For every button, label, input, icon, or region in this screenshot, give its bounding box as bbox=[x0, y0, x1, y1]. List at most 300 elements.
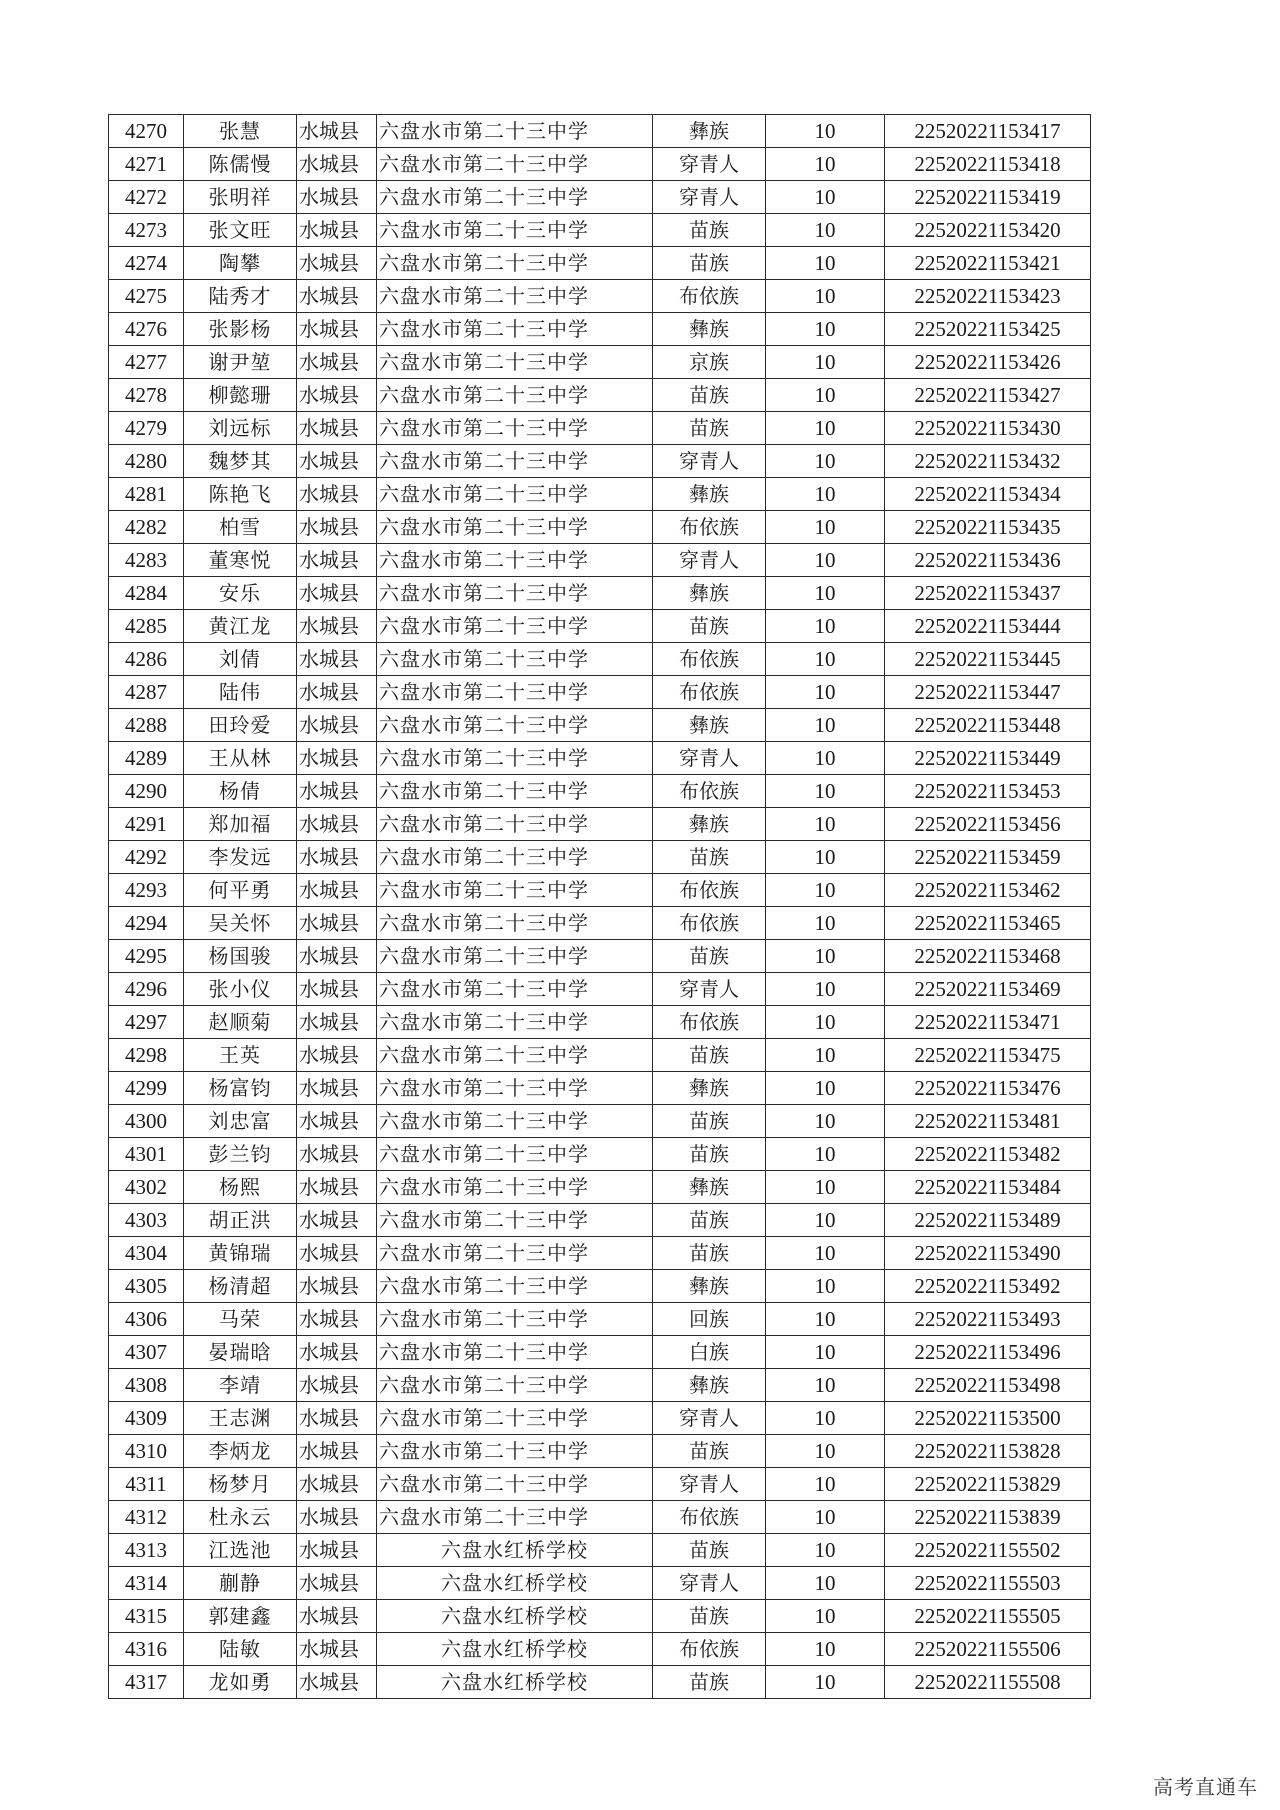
table-row bbox=[109, 1633, 1091, 1666]
student-name-cell: 张影杨 bbox=[184, 313, 297, 346]
row-number-cell: 4289 bbox=[109, 742, 184, 775]
exam-id-cell: 22520221153496 bbox=[885, 1336, 1091, 1369]
table-row bbox=[109, 1435, 1091, 1468]
student-name-cell: 魏梦其 bbox=[184, 445, 297, 478]
school-cell: 六盘水市第二十三中学 bbox=[377, 1303, 653, 1336]
county-cell: 水城县 bbox=[297, 577, 377, 610]
county-cell: 水城县 bbox=[297, 643, 377, 676]
grade-cell: 10 bbox=[766, 874, 885, 907]
county-cell: 水城县 bbox=[297, 214, 377, 247]
ethnicity-cell: 布依族 bbox=[653, 1633, 766, 1666]
school-cell: 六盘水市第二十三中学 bbox=[377, 1435, 653, 1468]
student-name-cell: 黄江龙 bbox=[184, 610, 297, 643]
table-row bbox=[109, 1600, 1091, 1633]
county-cell: 水城县 bbox=[297, 445, 377, 478]
student-name-cell: 杨倩 bbox=[184, 775, 297, 808]
grade-cell: 10 bbox=[766, 1171, 885, 1204]
grade-cell: 10 bbox=[766, 841, 885, 874]
county-cell: 水城县 bbox=[297, 973, 377, 1006]
ethnicity-cell: 苗族 bbox=[653, 1237, 766, 1270]
row-number-cell: 4279 bbox=[109, 412, 184, 445]
school-cell: 六盘水市第二十三中学 bbox=[377, 379, 653, 412]
grade-cell: 10 bbox=[766, 973, 885, 1006]
student-name-cell: 晏瑞晗 bbox=[184, 1336, 297, 1369]
exam-id-cell: 22520221153484 bbox=[885, 1171, 1091, 1204]
exam-id-cell: 22520221153468 bbox=[885, 940, 1091, 973]
row-number-cell: 4314 bbox=[109, 1567, 184, 1600]
table-row bbox=[109, 445, 1091, 478]
school-cell: 六盘水市第二十三中学 bbox=[377, 544, 653, 577]
table-row bbox=[109, 1567, 1091, 1600]
county-cell: 水城县 bbox=[297, 874, 377, 907]
exam-id-cell: 22520221155502 bbox=[885, 1534, 1091, 1567]
ethnicity-cell: 苗族 bbox=[653, 1204, 766, 1237]
table-row bbox=[109, 1369, 1091, 1402]
school-cell: 六盘水市第二十三中学 bbox=[377, 775, 653, 808]
county-cell: 水城县 bbox=[297, 841, 377, 874]
school-cell: 六盘水红桥学校 bbox=[377, 1600, 653, 1633]
table-row bbox=[109, 841, 1091, 874]
table-row bbox=[109, 1468, 1091, 1501]
grade-cell: 10 bbox=[766, 346, 885, 379]
row-number-cell: 4313 bbox=[109, 1534, 184, 1567]
school-cell: 六盘水市第二十三中学 bbox=[377, 1105, 653, 1138]
county-cell: 水城县 bbox=[297, 775, 377, 808]
ethnicity-cell: 布依族 bbox=[653, 643, 766, 676]
ethnicity-cell: 苗族 bbox=[653, 214, 766, 247]
exam-id-cell: 22520221153434 bbox=[885, 478, 1091, 511]
table-row bbox=[109, 346, 1091, 379]
grade-cell: 10 bbox=[766, 1435, 885, 1468]
student-name-cell: 胡正洪 bbox=[184, 1204, 297, 1237]
table-row bbox=[109, 247, 1091, 280]
county-cell: 水城县 bbox=[297, 346, 377, 379]
exam-id-cell: 22520221153419 bbox=[885, 181, 1091, 214]
school-cell: 六盘水市第二十三中学 bbox=[377, 1336, 653, 1369]
table-row bbox=[109, 1237, 1091, 1270]
county-cell: 水城县 bbox=[297, 1501, 377, 1534]
exam-id-cell: 22520221155503 bbox=[885, 1567, 1091, 1600]
school-cell: 六盘水市第二十三中学 bbox=[377, 1402, 653, 1435]
county-cell: 水城县 bbox=[297, 1666, 377, 1699]
ethnicity-cell: 苗族 bbox=[653, 841, 766, 874]
student-name-cell: 彭兰钧 bbox=[184, 1138, 297, 1171]
student-name-cell: 柳懿珊 bbox=[184, 379, 297, 412]
ethnicity-cell: 苗族 bbox=[653, 1666, 766, 1699]
student-name-cell: 马荣 bbox=[184, 1303, 297, 1336]
school-cell: 六盘水市第二十三中学 bbox=[377, 412, 653, 445]
student-name-cell: 杨国骏 bbox=[184, 940, 297, 973]
county-cell: 水城县 bbox=[297, 181, 377, 214]
exam-id-cell: 22520221153471 bbox=[885, 1006, 1091, 1039]
student-name-cell: 王英 bbox=[184, 1039, 297, 1072]
grade-cell: 10 bbox=[766, 808, 885, 841]
ethnicity-cell: 穿青人 bbox=[653, 1567, 766, 1600]
grade-cell: 10 bbox=[766, 676, 885, 709]
student-name-cell: 张明祥 bbox=[184, 181, 297, 214]
student-name-cell: 江选池 bbox=[184, 1534, 297, 1567]
exam-id-cell: 22520221153456 bbox=[885, 808, 1091, 841]
grade-cell: 10 bbox=[766, 1237, 885, 1270]
table-row bbox=[109, 181, 1091, 214]
exam-id-cell: 22520221153475 bbox=[885, 1039, 1091, 1072]
ethnicity-cell: 彝族 bbox=[653, 1369, 766, 1402]
county-cell: 水城县 bbox=[297, 544, 377, 577]
grade-cell: 10 bbox=[766, 1402, 885, 1435]
grade-cell: 10 bbox=[766, 1567, 885, 1600]
row-number-cell: 4277 bbox=[109, 346, 184, 379]
county-cell: 水城县 bbox=[297, 1336, 377, 1369]
table-row bbox=[109, 511, 1091, 544]
exam-id-cell: 22520221153425 bbox=[885, 313, 1091, 346]
student-name-cell: 何平勇 bbox=[184, 874, 297, 907]
exam-id-cell: 22520221153448 bbox=[885, 709, 1091, 742]
exam-id-cell: 22520221153432 bbox=[885, 445, 1091, 478]
row-number-cell: 4281 bbox=[109, 478, 184, 511]
school-cell: 六盘水市第二十三中学 bbox=[377, 115, 653, 148]
ethnicity-cell: 穿青人 bbox=[653, 1468, 766, 1501]
ethnicity-cell: 穿青人 bbox=[653, 544, 766, 577]
ethnicity-cell: 苗族 bbox=[653, 379, 766, 412]
row-number-cell: 4288 bbox=[109, 709, 184, 742]
exam-id-cell: 22520221153500 bbox=[885, 1402, 1091, 1435]
grade-cell: 10 bbox=[766, 775, 885, 808]
table-row bbox=[109, 1072, 1091, 1105]
county-cell: 水城县 bbox=[297, 709, 377, 742]
row-number-cell: 4317 bbox=[109, 1666, 184, 1699]
table-row bbox=[109, 412, 1091, 445]
ethnicity-cell: 苗族 bbox=[653, 940, 766, 973]
grade-cell: 10 bbox=[766, 1534, 885, 1567]
county-cell: 水城县 bbox=[297, 1600, 377, 1633]
table-row bbox=[109, 313, 1091, 346]
grade-cell: 10 bbox=[766, 280, 885, 313]
row-number-cell: 4297 bbox=[109, 1006, 184, 1039]
student-name-cell: 张文旺 bbox=[184, 214, 297, 247]
school-cell: 六盘水市第二十三中学 bbox=[377, 247, 653, 280]
county-cell: 水城县 bbox=[297, 1534, 377, 1567]
row-number-cell: 4290 bbox=[109, 775, 184, 808]
grade-cell: 10 bbox=[766, 643, 885, 676]
exam-id-cell: 22520221153426 bbox=[885, 346, 1091, 379]
table-row bbox=[109, 1270, 1091, 1303]
grade-cell: 10 bbox=[766, 214, 885, 247]
ethnicity-cell: 穿青人 bbox=[653, 445, 766, 478]
student-name-cell: 陈儒慢 bbox=[184, 148, 297, 181]
ethnicity-cell: 布依族 bbox=[653, 676, 766, 709]
school-cell: 六盘水市第二十三中学 bbox=[377, 874, 653, 907]
county-cell: 水城县 bbox=[297, 610, 377, 643]
table-row bbox=[109, 1006, 1091, 1039]
ethnicity-cell: 苗族 bbox=[653, 1534, 766, 1567]
school-cell: 六盘水市第二十三中学 bbox=[377, 577, 653, 610]
row-number-cell: 4275 bbox=[109, 280, 184, 313]
grade-cell: 10 bbox=[766, 1369, 885, 1402]
exam-id-cell: 22520221153462 bbox=[885, 874, 1091, 907]
county-cell: 水城县 bbox=[297, 115, 377, 148]
school-cell: 六盘水市第二十三中学 bbox=[377, 181, 653, 214]
school-cell: 六盘水市第二十三中学 bbox=[377, 1270, 653, 1303]
school-cell: 六盘水市第二十三中学 bbox=[377, 808, 653, 841]
county-cell: 水城县 bbox=[297, 1468, 377, 1501]
student-name-cell: 陆敏 bbox=[184, 1633, 297, 1666]
ethnicity-cell: 布依族 bbox=[653, 874, 766, 907]
county-cell: 水城县 bbox=[297, 1633, 377, 1666]
table-row bbox=[109, 1171, 1091, 1204]
county-cell: 水城县 bbox=[297, 1435, 377, 1468]
student-name-cell: 李靖 bbox=[184, 1369, 297, 1402]
watermark-text: 高考直通车 bbox=[1153, 1775, 1258, 1799]
row-number-cell: 4303 bbox=[109, 1204, 184, 1237]
county-cell: 水城县 bbox=[297, 1303, 377, 1336]
row-number-cell: 4306 bbox=[109, 1303, 184, 1336]
grade-cell: 10 bbox=[766, 1072, 885, 1105]
school-cell: 六盘水市第二十三中学 bbox=[377, 346, 653, 379]
row-number-cell: 4272 bbox=[109, 181, 184, 214]
table-row bbox=[109, 1402, 1091, 1435]
student-name-cell: 赵顺菊 bbox=[184, 1006, 297, 1039]
school-cell: 六盘水市第二十三中学 bbox=[377, 1072, 653, 1105]
school-cell: 六盘水市第二十三中学 bbox=[377, 709, 653, 742]
table-row bbox=[109, 610, 1091, 643]
county-cell: 水城县 bbox=[297, 247, 377, 280]
student-name-cell: 郭建鑫 bbox=[184, 1600, 297, 1633]
exam-id-cell: 22520221153418 bbox=[885, 148, 1091, 181]
exam-id-cell: 22520221153482 bbox=[885, 1138, 1091, 1171]
student-name-cell: 黄锦瑞 bbox=[184, 1237, 297, 1270]
table-row bbox=[109, 1336, 1091, 1369]
grade-cell: 10 bbox=[766, 445, 885, 478]
table-row bbox=[109, 709, 1091, 742]
ethnicity-cell: 穿青人 bbox=[653, 973, 766, 1006]
table-row bbox=[109, 1138, 1091, 1171]
county-cell: 水城县 bbox=[297, 1270, 377, 1303]
exam-id-cell: 22520221153421 bbox=[885, 247, 1091, 280]
student-name-cell: 吴关怀 bbox=[184, 907, 297, 940]
row-number-cell: 4310 bbox=[109, 1435, 184, 1468]
ethnicity-cell: 彝族 bbox=[653, 808, 766, 841]
exam-id-cell: 22520221153829 bbox=[885, 1468, 1091, 1501]
exam-id-cell: 22520221153436 bbox=[885, 544, 1091, 577]
ethnicity-cell: 苗族 bbox=[653, 1600, 766, 1633]
student-name-cell: 张慧 bbox=[184, 115, 297, 148]
grade-cell: 10 bbox=[766, 511, 885, 544]
table-row bbox=[109, 775, 1091, 808]
student-name-cell: 杨熙 bbox=[184, 1171, 297, 1204]
grade-cell: 10 bbox=[766, 313, 885, 346]
exam-id-cell: 22520221153437 bbox=[885, 577, 1091, 610]
student-name-cell: 郑加福 bbox=[184, 808, 297, 841]
table-row bbox=[109, 1666, 1091, 1699]
row-number-cell: 4278 bbox=[109, 379, 184, 412]
county-cell: 水城县 bbox=[297, 907, 377, 940]
table-row bbox=[109, 907, 1091, 940]
student-name-cell: 王志渊 bbox=[184, 1402, 297, 1435]
county-cell: 水城县 bbox=[297, 1006, 377, 1039]
table-row bbox=[109, 379, 1091, 412]
exam-id-cell: 22520221153423 bbox=[885, 280, 1091, 313]
table-row bbox=[109, 577, 1091, 610]
row-number-cell: 4286 bbox=[109, 643, 184, 676]
ethnicity-cell: 布依族 bbox=[653, 1006, 766, 1039]
exam-id-cell: 22520221153420 bbox=[885, 214, 1091, 247]
student-name-cell: 陆秀才 bbox=[184, 280, 297, 313]
ethnicity-cell: 布依族 bbox=[653, 907, 766, 940]
grade-cell: 10 bbox=[766, 742, 885, 775]
ethnicity-cell: 彝族 bbox=[653, 115, 766, 148]
student-name-cell: 李发远 bbox=[184, 841, 297, 874]
exam-id-cell: 22520221153489 bbox=[885, 1204, 1091, 1237]
student-name-cell: 陈艳飞 bbox=[184, 478, 297, 511]
exam-id-cell: 22520221153828 bbox=[885, 1435, 1091, 1468]
exam-id-cell: 22520221153459 bbox=[885, 841, 1091, 874]
row-number-cell: 4274 bbox=[109, 247, 184, 280]
student-name-cell: 刘远标 bbox=[184, 412, 297, 445]
row-number-cell: 4309 bbox=[109, 1402, 184, 1435]
school-cell: 六盘水市第二十三中学 bbox=[377, 511, 653, 544]
ethnicity-cell: 回族 bbox=[653, 1303, 766, 1336]
row-number-cell: 4282 bbox=[109, 511, 184, 544]
row-number-cell: 4307 bbox=[109, 1336, 184, 1369]
student-name-cell: 蒯静 bbox=[184, 1567, 297, 1600]
row-number-cell: 4298 bbox=[109, 1039, 184, 1072]
grade-cell: 10 bbox=[766, 1105, 885, 1138]
ethnicity-cell: 穿青人 bbox=[653, 148, 766, 181]
student-name-cell: 谢尹堃 bbox=[184, 346, 297, 379]
grade-cell: 10 bbox=[766, 1600, 885, 1633]
grade-cell: 10 bbox=[766, 379, 885, 412]
row-number-cell: 4315 bbox=[109, 1600, 184, 1633]
school-cell: 六盘水红桥学校 bbox=[377, 1567, 653, 1600]
student-name-cell: 杨富钧 bbox=[184, 1072, 297, 1105]
row-number-cell: 4280 bbox=[109, 445, 184, 478]
row-number-cell: 4284 bbox=[109, 577, 184, 610]
row-number-cell: 4287 bbox=[109, 676, 184, 709]
row-number-cell: 4291 bbox=[109, 808, 184, 841]
grade-cell: 10 bbox=[766, 247, 885, 280]
table-row bbox=[109, 1303, 1091, 1336]
ethnicity-cell: 彝族 bbox=[653, 478, 766, 511]
county-cell: 水城县 bbox=[297, 1567, 377, 1600]
student-name-cell: 杨梦月 bbox=[184, 1468, 297, 1501]
table-row bbox=[109, 1105, 1091, 1138]
ethnicity-cell: 苗族 bbox=[653, 1138, 766, 1171]
student-name-cell: 董寒悦 bbox=[184, 544, 297, 577]
student-name-cell: 田玲爱 bbox=[184, 709, 297, 742]
ethnicity-cell: 彝族 bbox=[653, 1171, 766, 1204]
ethnicity-cell: 穿青人 bbox=[653, 1402, 766, 1435]
school-cell: 六盘水市第二十三中学 bbox=[377, 1501, 653, 1534]
school-cell: 六盘水红桥学校 bbox=[377, 1534, 653, 1567]
student-name-cell: 龙如勇 bbox=[184, 1666, 297, 1699]
table-row bbox=[109, 940, 1091, 973]
county-cell: 水城县 bbox=[297, 412, 377, 445]
school-cell: 六盘水市第二十三中学 bbox=[377, 280, 653, 313]
table-row bbox=[109, 478, 1091, 511]
school-cell: 六盘水市第二十三中学 bbox=[377, 1138, 653, 1171]
county-cell: 水城县 bbox=[297, 1072, 377, 1105]
grade-cell: 10 bbox=[766, 181, 885, 214]
school-cell: 六盘水市第二十三中学 bbox=[377, 1204, 653, 1237]
grade-cell: 10 bbox=[766, 709, 885, 742]
county-cell: 水城县 bbox=[297, 1105, 377, 1138]
ethnicity-cell: 苗族 bbox=[653, 1105, 766, 1138]
exam-id-cell: 22520221153465 bbox=[885, 907, 1091, 940]
ethnicity-cell: 苗族 bbox=[653, 247, 766, 280]
table-row bbox=[109, 643, 1091, 676]
school-cell: 六盘水市第二十三中学 bbox=[377, 841, 653, 874]
school-cell: 六盘水市第二十三中学 bbox=[377, 643, 653, 676]
exam-id-cell: 22520221153476 bbox=[885, 1072, 1091, 1105]
student-name-cell: 李炳龙 bbox=[184, 1435, 297, 1468]
table-row bbox=[109, 214, 1091, 247]
ethnicity-cell: 穿青人 bbox=[653, 742, 766, 775]
ethnicity-cell: 彝族 bbox=[653, 1072, 766, 1105]
exam-id-cell: 22520221153444 bbox=[885, 610, 1091, 643]
ethnicity-cell: 苗族 bbox=[653, 1039, 766, 1072]
county-cell: 水城县 bbox=[297, 478, 377, 511]
county-cell: 水城县 bbox=[297, 1204, 377, 1237]
table-row bbox=[109, 544, 1091, 577]
school-cell: 六盘水红桥学校 bbox=[377, 1666, 653, 1699]
row-number-cell: 4305 bbox=[109, 1270, 184, 1303]
county-cell: 水城县 bbox=[297, 1237, 377, 1270]
table-row bbox=[109, 1204, 1091, 1237]
ethnicity-cell: 京族 bbox=[653, 346, 766, 379]
table-row bbox=[109, 973, 1091, 1006]
grade-cell: 10 bbox=[766, 412, 885, 445]
county-cell: 水城县 bbox=[297, 742, 377, 775]
row-number-cell: 4304 bbox=[109, 1237, 184, 1270]
row-number-cell: 4299 bbox=[109, 1072, 184, 1105]
row-number-cell: 4285 bbox=[109, 610, 184, 643]
row-number-cell: 4296 bbox=[109, 973, 184, 1006]
row-number-cell: 4293 bbox=[109, 874, 184, 907]
ethnicity-cell: 彝族 bbox=[653, 709, 766, 742]
exam-id-cell: 22520221153417 bbox=[885, 115, 1091, 148]
row-number-cell: 4273 bbox=[109, 214, 184, 247]
row-number-cell: 4311 bbox=[109, 1468, 184, 1501]
grade-cell: 10 bbox=[766, 1204, 885, 1237]
table-row bbox=[109, 808, 1091, 841]
county-cell: 水城县 bbox=[297, 148, 377, 181]
exam-id-cell: 22520221153490 bbox=[885, 1237, 1091, 1270]
school-cell: 六盘水市第二十三中学 bbox=[377, 1237, 653, 1270]
county-cell: 水城县 bbox=[297, 676, 377, 709]
grade-cell: 10 bbox=[766, 610, 885, 643]
grade-cell: 10 bbox=[766, 544, 885, 577]
county-cell: 水城县 bbox=[297, 808, 377, 841]
row-number-cell: 4302 bbox=[109, 1171, 184, 1204]
row-number-cell: 4283 bbox=[109, 544, 184, 577]
roster-body bbox=[109, 115, 1091, 1699]
grade-cell: 10 bbox=[766, 1468, 885, 1501]
county-cell: 水城县 bbox=[297, 1171, 377, 1204]
county-cell: 水城县 bbox=[297, 1369, 377, 1402]
county-cell: 水城县 bbox=[297, 379, 377, 412]
student-name-cell: 王从林 bbox=[184, 742, 297, 775]
table-row bbox=[109, 280, 1091, 313]
grade-cell: 10 bbox=[766, 577, 885, 610]
grade-cell: 10 bbox=[766, 1336, 885, 1369]
county-cell: 水城县 bbox=[297, 940, 377, 973]
table-row bbox=[109, 742, 1091, 775]
student-name-cell: 陆伟 bbox=[184, 676, 297, 709]
exam-id-cell: 22520221153430 bbox=[885, 412, 1091, 445]
county-cell: 水城县 bbox=[297, 313, 377, 346]
school-cell: 六盘水市第二十三中学 bbox=[377, 313, 653, 346]
exam-id-cell: 22520221155505 bbox=[885, 1600, 1091, 1633]
